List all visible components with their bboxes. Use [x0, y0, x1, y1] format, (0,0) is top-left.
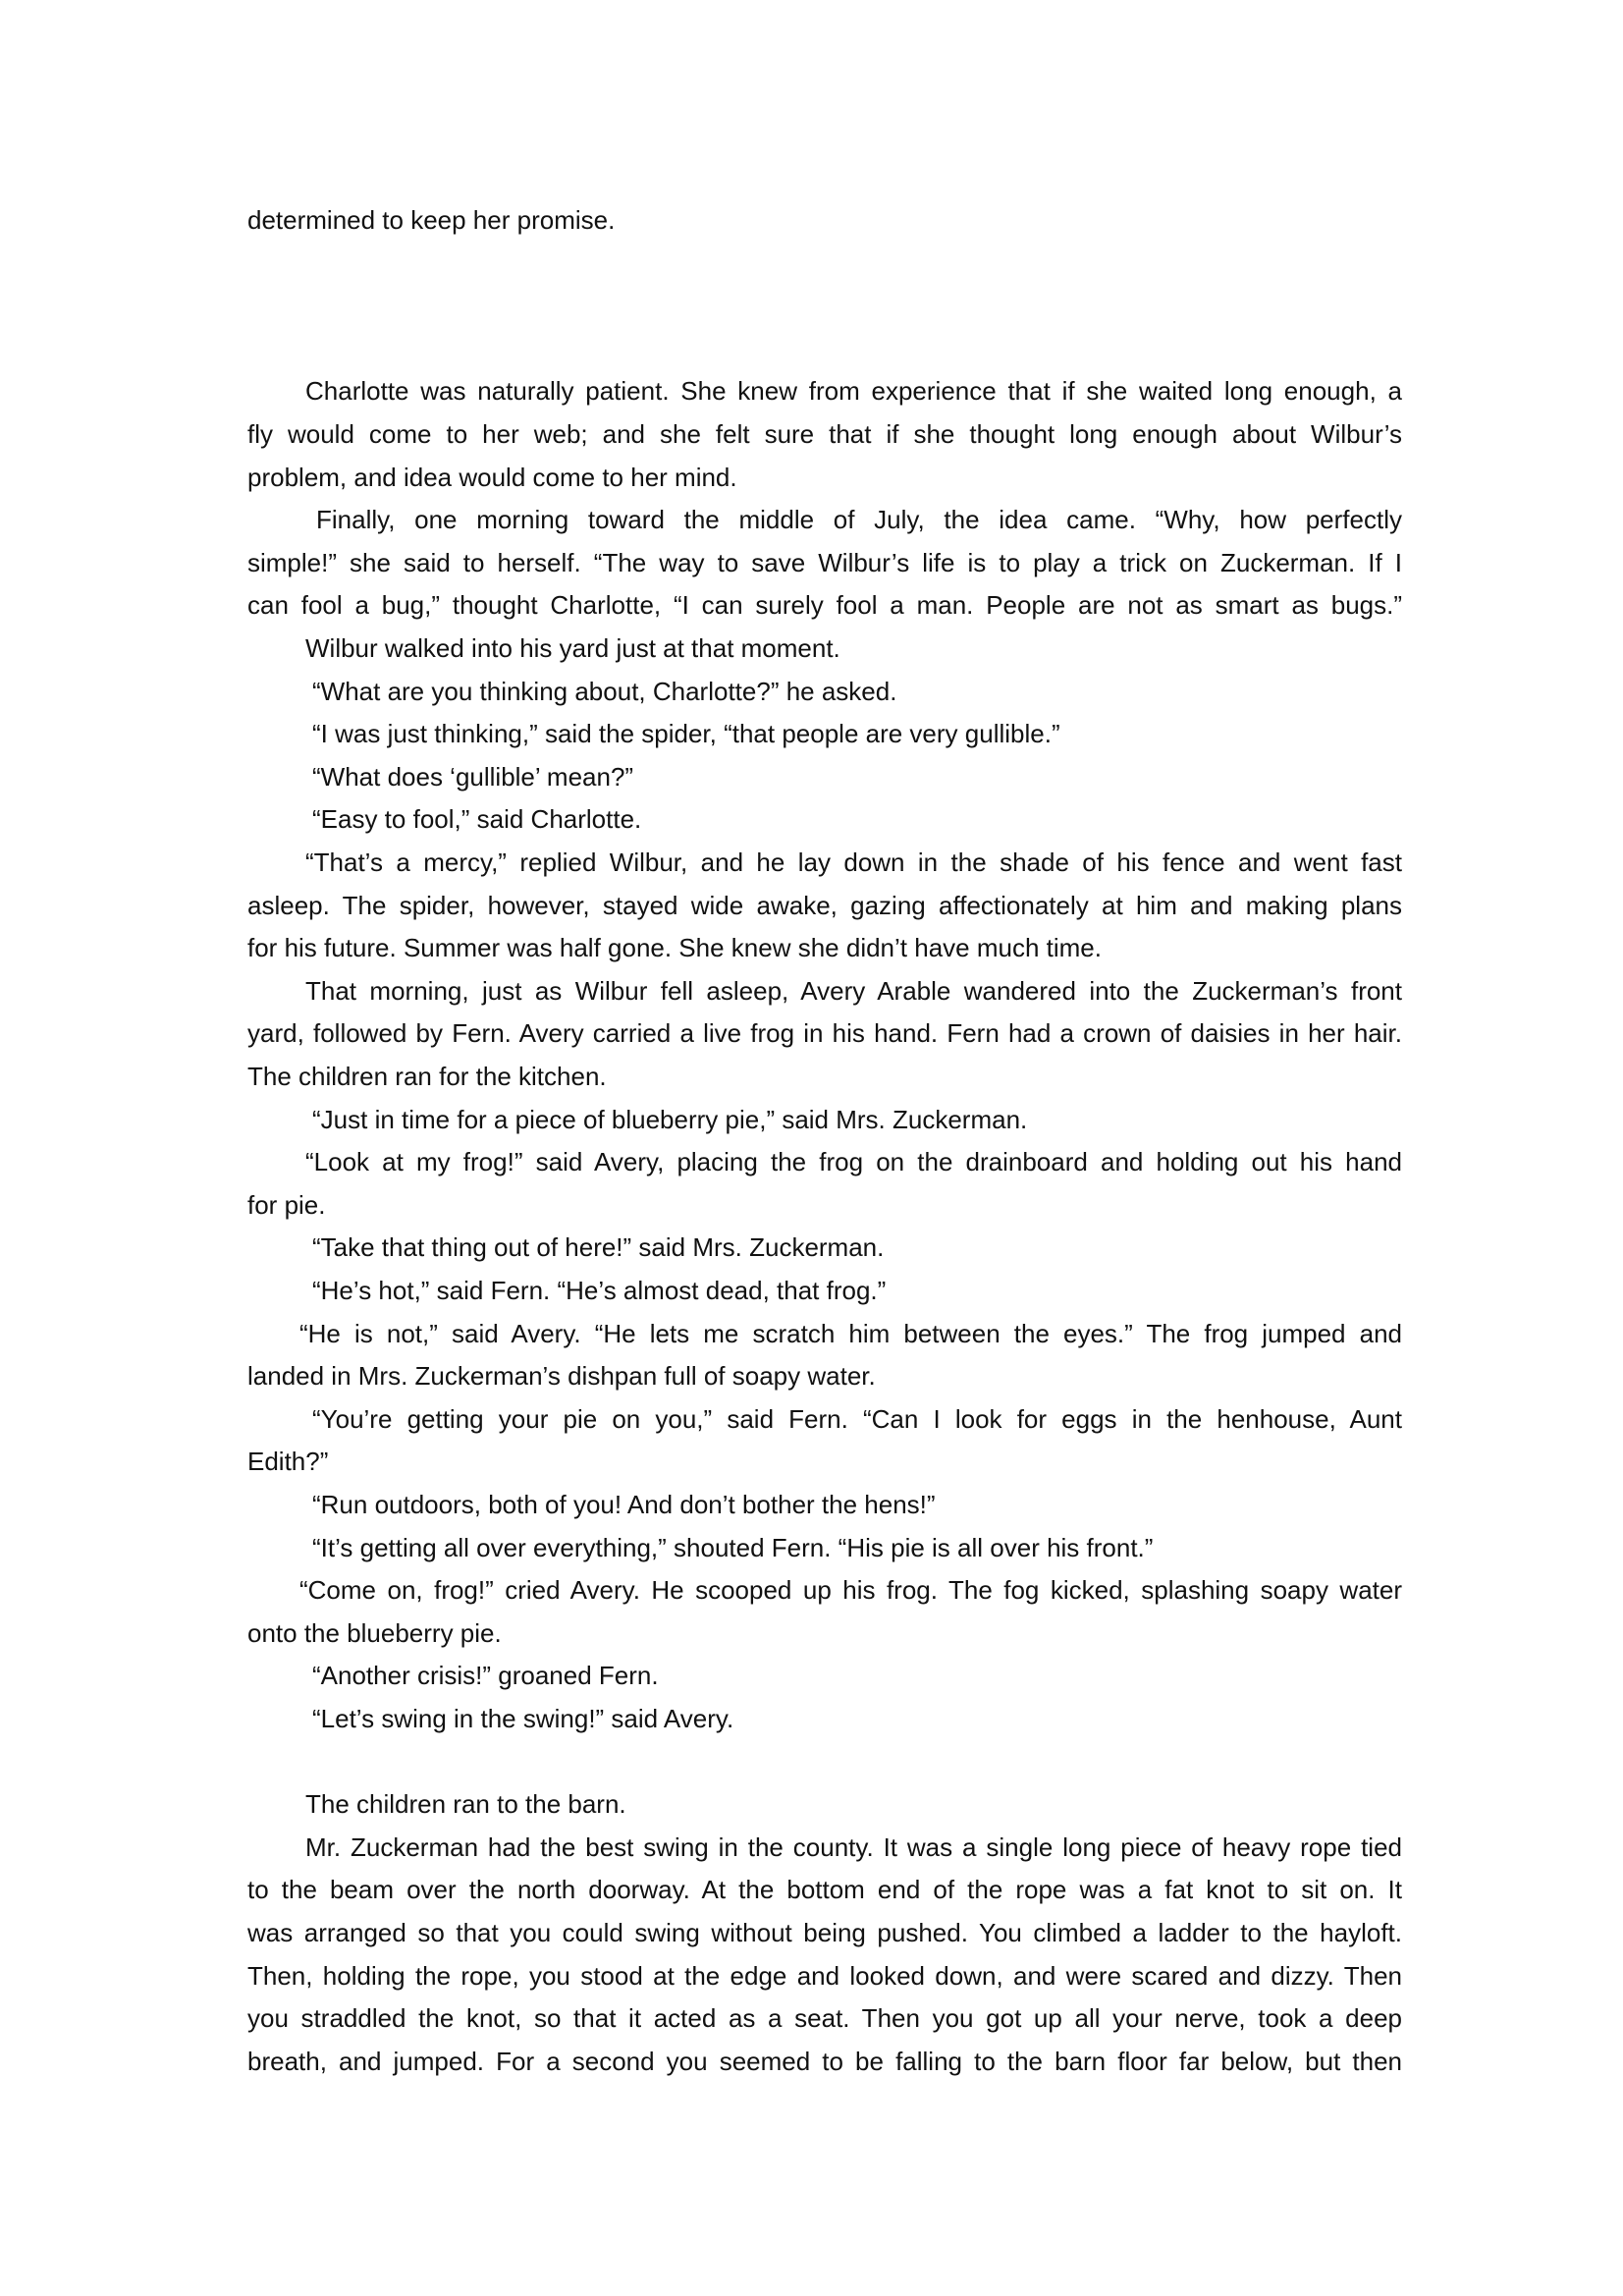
text-line: was arranged so that you could swing without being pushed. You climbed a ladder to the hayloft. — [247, 1918, 1402, 1947]
text-line: fly would come to her web; and she felt sure that if she thought long enough about Wilbur’s — [247, 419, 1402, 449]
text-line: “Run outdoors, both of you! And don’t bother the hens!” — [312, 1490, 936, 1519]
text-line: “Just in time for a piece of blueberry pie,” said Mrs. Zuckerman. — [312, 1105, 1028, 1134]
text-line: yard, followed by Fern. Avery carried a live frog in his hand. Fern had a crown of daisies in her hair. — [247, 1018, 1402, 1048]
text-line: “It’s getting all over everything,” shouted Fern. “His pie is all over his front.” — [312, 1533, 1154, 1562]
text-line: “Another crisis!” groaned Fern. — [312, 1661, 659, 1690]
text-line: determined to keep her promise. — [247, 205, 616, 235]
text-line: onto the blueberry pie. — [247, 1618, 502, 1648]
text-line: “What does ‘gullible’ mean?” — [312, 762, 634, 792]
text-line: “Come on, frog!” cried Avery. He scooped up his frog. The fog kicked, splashing soapy water — [299, 1575, 1402, 1605]
text-line: simple!” she said to herself. “The way to save Wilbur’s life is to play a trick on Zuckerman. If I — [247, 548, 1402, 577]
text-line: The children ran to the barn. — [305, 1789, 626, 1819]
text-line: landed in Mrs. Zuckerman’s dishpan full of soapy water. — [247, 1361, 876, 1391]
text-line: “That’s a mercy,” replied Wilbur, and he lay down in the shade of his fence and went fast — [305, 847, 1402, 877]
text-line: “Take that thing out of here!” said Mrs. Zuckerman. — [312, 1232, 885, 1262]
text-line: “You’re getting your pie on you,” said Fern. “Can I look for eggs in the henhouse, Aunt — [312, 1404, 1402, 1434]
text-line: asleep. The spider, however, stayed wide awake, gazing affectionately at him and making plans — [247, 891, 1402, 920]
text-line: problem, and idea would come to her mind. — [247, 463, 737, 492]
text-line: Mr. Zuckerman had the best swing in the county. It was a single long piece of heavy rope tied — [305, 1832, 1402, 1862]
text-line: “Let’s swing in the swing!” said Avery. — [312, 1704, 734, 1733]
text-line: Then, holding the rope, you stood at the edge and looked down, and were scared and dizzy. Then — [247, 1961, 1402, 1991]
text-line: “Look at my frog!” said Avery, placing the frog on the drainboard and holding out his hand — [305, 1147, 1402, 1176]
text-line: Finally, one morning toward the middle of July, the idea came. “Why, how perfectly — [316, 505, 1402, 534]
text-line: That morning, just as Wilbur fell asleep, Avery Arable wandered into the Zuckerman’s front — [305, 976, 1402, 1006]
text-line: can fool a bug,” thought Charlotte, “I can surely fool a man. People are not as smart as bugs.” — [247, 590, 1402, 620]
text-line: The children ran for the kitchen. — [247, 1062, 607, 1091]
text-line: for his future. Summer was half gone. She knew she didn’t have much time. — [247, 933, 1102, 962]
text-line: for pie. — [247, 1190, 326, 1220]
text-line: Edith?” — [247, 1447, 329, 1476]
text-line: “He’s hot,” said Fern. “He’s almost dead, that frog.” — [312, 1276, 887, 1305]
text-line: Charlotte was naturally patient. She knew from experience that if she waited long enough, a — [305, 376, 1402, 406]
text-line: “I was just thinking,” said the spider, “that people are very gullible.” — [312, 719, 1060, 748]
text-line: breath, and jumped. For a second you seemed to be falling to the barn floor far below, but then — [247, 2047, 1402, 2076]
text-line: “Easy to fool,” said Charlotte. — [312, 804, 642, 834]
text-line: “He is not,” said Avery. “He lets me scratch him between the eyes.” The frog jumped and — [299, 1319, 1402, 1348]
text-line: Wilbur walked into his yard just at that moment. — [305, 633, 840, 663]
text-line: you straddled the knot, so that it acted as a seat. Then you got up all your nerve, took a deep — [247, 2003, 1402, 2033]
text-line: “What are you thinking about, Charlotte?” he asked. — [312, 677, 897, 706]
text-line: to the beam over the north doorway. At the bottom end of the rope was a fat knot to sit on. It — [247, 1875, 1402, 1904]
